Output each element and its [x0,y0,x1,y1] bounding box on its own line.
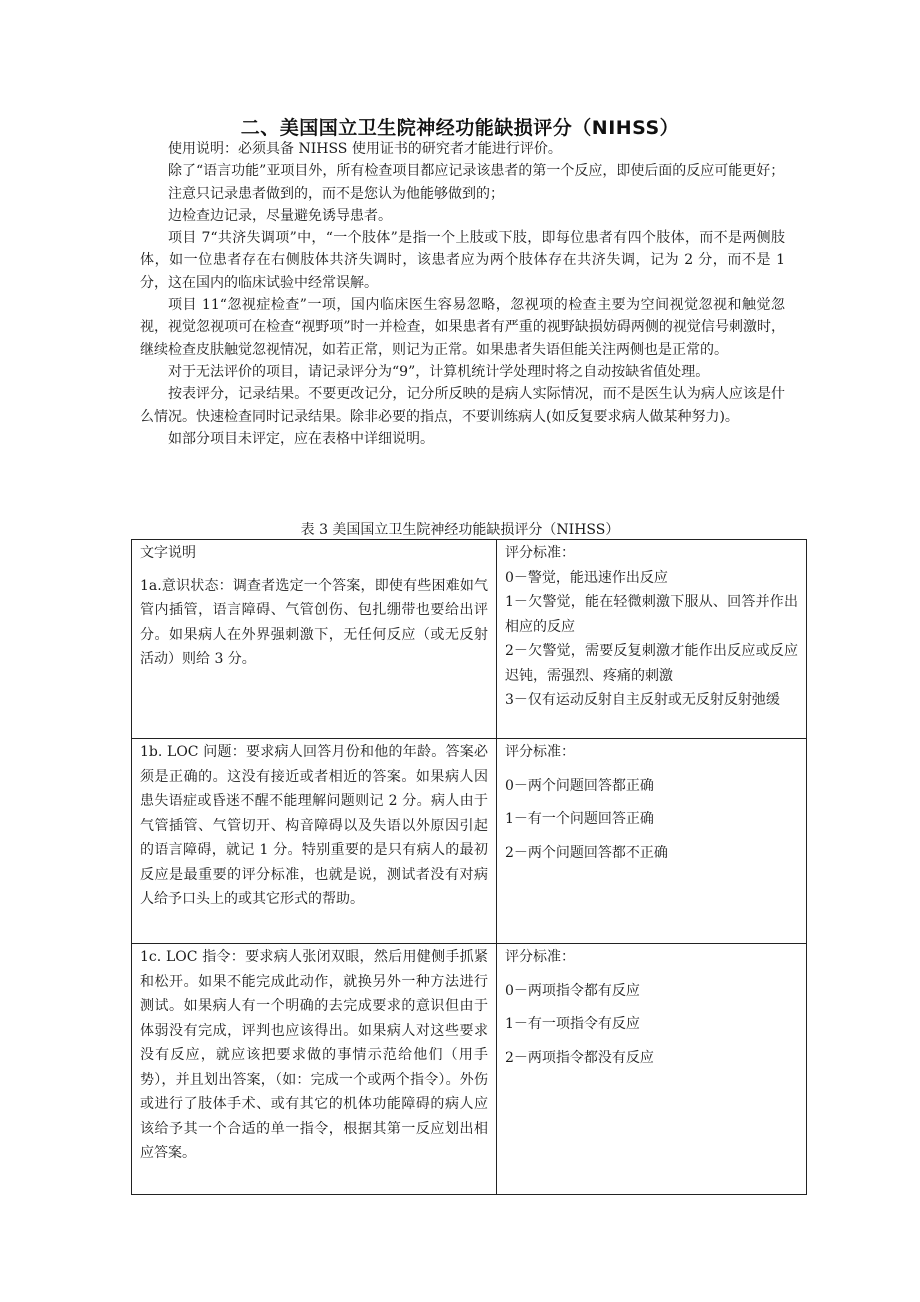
intro-paragraph: 使用说明：必须具备 NIHSS 使用证书的研究者才能进行评价。 [168,141,562,157]
criteria-title: 评分标准： [505,545,575,561]
intro-paragraph: 边检查边记录，尽量避免诱导患者。 [168,207,392,224]
intro-paragraph: 对于无法评价的项目，请记录评分为“9”，计算机统计学处理时将之自动按缺省值处理。 [168,363,710,380]
criteria-item: 1－有一个问题回答正确 [505,811,654,827]
item-description: 1b. LOC 问题：要求病人回答月份和他的年龄。答案必须是正确的。这没有接近或者相近的答案。如果病人因患失语症或昏迷不醒不能理解问题则记 2 分。病人由于气管插管、气管切开、构音障碍以及失语以外原因引起的语言障碍，就记 1 分。特别重要的是只有病人的最初反应是最重要的评分标准，也就是说，测试者没有对病人给予口头上的或其它形式的帮助。 [140,744,488,907]
criteria-cell [497,944,807,1195]
criteria-title: 评分标准： [505,744,575,760]
criteria-item: 1－欠警觉，能在轻微刺激下服从、回答并作出相应的反应 [505,594,798,635]
table-row [132,739,807,944]
criteria-item: 2－两个问题回答都不正确 [505,844,668,861]
criteria-item: 2－欠警觉，需要反复刺激才能作出反应或反应迟钝，需强烈、疼痛的刺激 [505,643,798,684]
description-cell [132,540,497,739]
description-cell [132,739,497,944]
table-caption: 表 3 美国国立卫生院神经功能缺损评分（NIHSS） [300,522,620,538]
criteria-list [505,774,798,866]
criteria-item: 1－有一项指令有反应 [505,1016,640,1032]
intro-paragraph: 项目 7“共济失调项”中，“一个肢体”是指一个上肢或下肢，即每位患者有四个肢体，而不是两侧肢体，如一位患者存在右侧肢体共济失调时，该患者应为两个肢体存在共济失调，记为 2 分，而不是 1 分，这在国内的临床试验中经常误解。 [140,230,785,291]
intro-paragraph: 除了“语言功能”亚项目外，所有检查项目都应记录该患者的第一个反应，即使后面的反应可能更好； [168,163,785,180]
table-row [132,540,807,739]
criteria-title: 评分标准： [505,949,575,965]
table-row [132,944,807,1195]
criteria-item: 0－两个问题回答都正确 [505,777,654,794]
item-description: 1c. LOC 指令：要求病人张闭双眼，然后用健侧手抓紧和松开。如果不能完成此动作，就换另外一种方法进行测试。如果病人有一个明确的去完成要求的意识但由于体弱没有完成，评判也应该得出。如果病人对这些要求没有反应，就应该把要求做的事情示范给他们（用手势），并且划出答案，（如：完成一个或两个指令）。外伤或进行了肢体手术、或有其它的机体功能障碍的病人应该给予其一个合适的单一指令，根据其第一反应划出相应答案。 [140,949,488,1161]
document-title: 二、美国国立卫生院神经功能缺损评分（NIHSS） [240,117,680,139]
criteria-item: 3－仅有运动反射自主反射或无反射反射弛缓 [505,692,780,708]
criteria-item: 0－警觉，能迅速作出反应 [505,569,668,586]
item-description: 1a.意识状态：调查者选定一个答案，即使有些困难如气管内插管，语言障碍、气管创伤、包扎绷带也要给出评分。如果病人在外界强刺激下，无任何反应（或无反射活动）则给 3 分。 [140,577,488,667]
criteria-list [505,566,798,713]
intro-paragraph: 项目 11“忽视症检查”一项，国内临床医生容易忽略，忽视项的检查主要为空间视觉忽视和触觉忽视，视觉忽视项可在检查“视野项”时一并检查，如果患者有严重的视野缺损妨碍两侧的视觉信号刺激时，继续检查皮肤触觉忽视情况，如若正常，则记为正常。如果患者失语但能关注两侧也是正常的。 [140,297,785,358]
criteria-list [505,979,798,1071]
intro-paragraph: 按表评分，记录结果。不要更改记分，记分所反映的是病人实际情况，而不是医生认为病人应该是什么情况。快速检查同时记录结果。除非必要的指点，不要训练病人(如反复要求病人做某种努力)。 [140,386,785,425]
criteria-item: 2－两项指令都没有反应 [505,1049,654,1066]
criteria-cell [497,739,807,944]
intro-paragraph: 如部分项目未评定，应在表格中详细说明。 [168,430,434,447]
description-cell [132,944,497,1195]
nihss-table [131,539,807,1195]
criteria-item: 0－两项指令都有反应 [505,982,640,999]
intro-section [140,138,785,450]
criteria-cell [497,540,807,739]
intro-paragraph: 注意只记录患者做到的，而不是您认为他能够做到的； [168,185,504,202]
column-header: 文字说明 [140,545,196,561]
